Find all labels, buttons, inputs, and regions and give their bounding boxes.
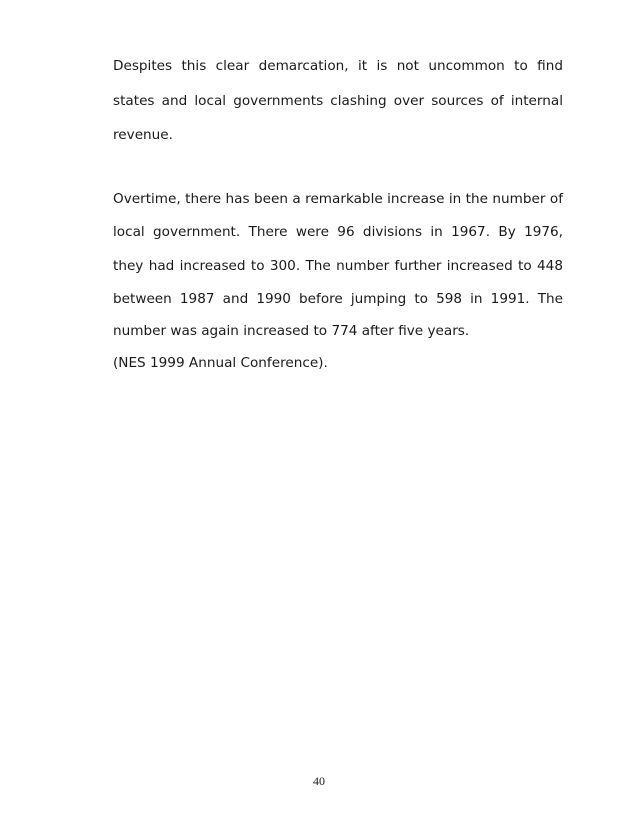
text-line: states and local governments clashing over sources of internal (113, 93, 563, 109)
text-line: revenue. (113, 127, 173, 143)
text-line: they had increased to 300. The number further increased to 448 (113, 258, 563, 274)
citation: (NES 1999 Annual Conference). (113, 355, 328, 371)
text-line: Overtime, there has been a remarkable increase in the number of (113, 191, 563, 207)
text-line: between 1987 and 1990 before jumping to 598 in 1991. The (113, 291, 563, 307)
page-number: 40 (313, 774, 325, 788)
text-line: local government. There were 96 divisions in 1967. By 1976, (113, 224, 563, 240)
text-line: Despites this clear demarcation, it is not uncommon to find (113, 58, 563, 74)
text-line: number was again increased to 774 after five years. (113, 323, 470, 339)
